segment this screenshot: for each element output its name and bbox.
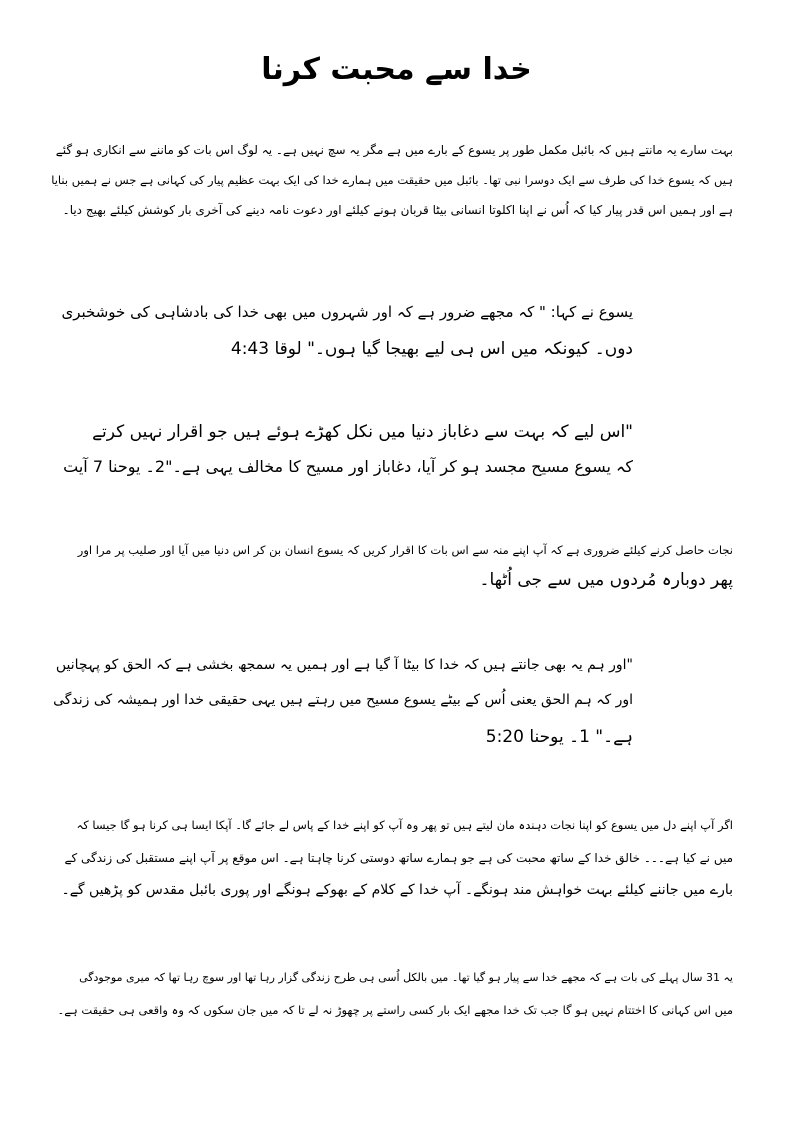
paragraph-3-line-1: اگر آپ اپنے دل میں یسوع کو اپنا نجات دہندہ مان لیتے ہیں تو پھر وہ آپ کو اپنے خدا کے پاس لے جائے گا۔ آپکا ایسا ہی کرنا ہو گا جیسا کہ [76, 818, 733, 832]
paragraph-2-line-1: نجات حاصل کرنے کیلئے ضروری ہے کہ آپ اپنے منہ سے اس بات کا اقرار کریں کہ یسوع انسان بن کر اس دنیا میں آیا اور صلیب پر مرا اور [77, 543, 733, 557]
paragraph-2-line-2: پھر دوبارہ مُردوں میں سے جی اُٹھا۔ [479, 570, 733, 590]
quote-2-line-2: کہ یسوع مسیح مجسد ہو کر آیا، دغاباز اور مسیح کا مخالف یہی ہے۔"2۔ یوحنا 7 آیت [63, 457, 633, 476]
quote-1-line-2: دوں۔ کیونکہ میں اس ہی لیے بھیجا گیا ہوں۔" لوقا 4:43 [230, 339, 633, 359]
paragraph-3-line-3: بارے میں جاننے کیلئے بہت خواہش مند ہونگے۔ آپ خدا کے کلام کے بھوکے ہونگے اور پوری بائبل مقدس کو پڑھیں گے۔ [61, 882, 733, 898]
paragraph-4-line-2: میں اس کہانی کا اختتام نہیں ہو گا جب تک خدا مجھے ایک بار کسی راستے پر چھوڑ نہ لے تا کہ میں جان سکوں کہ وہ واقعی ہی حقیقت ہے۔ [57, 1003, 733, 1017]
quote-2-line-1: "اس لیے کہ بہت سے دغاباز دنیا میں نکل کھڑے ہوئے ہیں جو اقرار نہیں کرتے [92, 422, 633, 442]
quote-3-line-2: اور کہ ہم الحق یعنی اُس کے بیٹے یسوع مسیح میں رہتے ہیں یہی حقیقی خدا اور ہمیشہ کی زندگی [53, 692, 633, 708]
paragraph-3-line-2: میں نے کیا ہے۔۔۔ خالق خدا کے ساتھ محبت کی ہے جو ہمارے ساتھ دوستی کرنا چاہتا ہے۔ اس موقع پر آپ اپنے مستقبل کی زندگی کے [64, 851, 733, 865]
paragraph-1-line-3: ہے اور ہمیں اس قدر پیار کیا کہ اُس نے اپنا اکلوتا انسانی بیٹا قربان ہونے کیلئے اور دعوت نامہ دینے کی آخری بار کوشش کیلئے بھیج دیا۔ [62, 203, 733, 217]
page-title: خدا سے محبت کرنا [261, 52, 532, 87]
paragraph-1-line-1: بہت سارے یہ مانتے ہیں کہ بائبل مکمل طور پر یسوع کے بارے میں ہے مگر یہ سچ نہیں ہے۔ یہ لوگ اس بات کو ماننے سے انکاری ہو گئے [55, 143, 733, 157]
quote-1-line-1: یسوع نے کہا: " کہ مجھے ضرور ہے کہ اور شہروں میں بھی خدا کی بادشاہی کی خوشخبری [61, 303, 633, 321]
paragraph-1-line-2: ہیں کہ یسوع خدا کی طرف سے ایک دوسرا نبی تھا۔ بائبل میں حقیقت میں ہمارے خدا کی ایک بہت عظیم پیار کی کہانی ہے جس نے ہمیں بنایا [51, 173, 733, 187]
quote-3-line-3: ہے۔" 1۔ یوحنا 5:20 [485, 727, 633, 747]
quote-3-line-1: "اور ہم یہ بھی جانتے ہیں کہ خدا کا بیٹا آ گیا ہے اور ہمیں یہ سمجھ بخشی ہے کہ الحق کو پہچانیں [55, 657, 633, 673]
paragraph-4-line-1: یہ 31 سال پہلے کی بات ہے کہ مجھے خدا سے پیار ہو گیا تھا۔ میں بالکل اُسی ہی طرح زندگی گزار رہا تھا اور سوچ رہا تھا کہ میری موجودگی [79, 971, 733, 984]
